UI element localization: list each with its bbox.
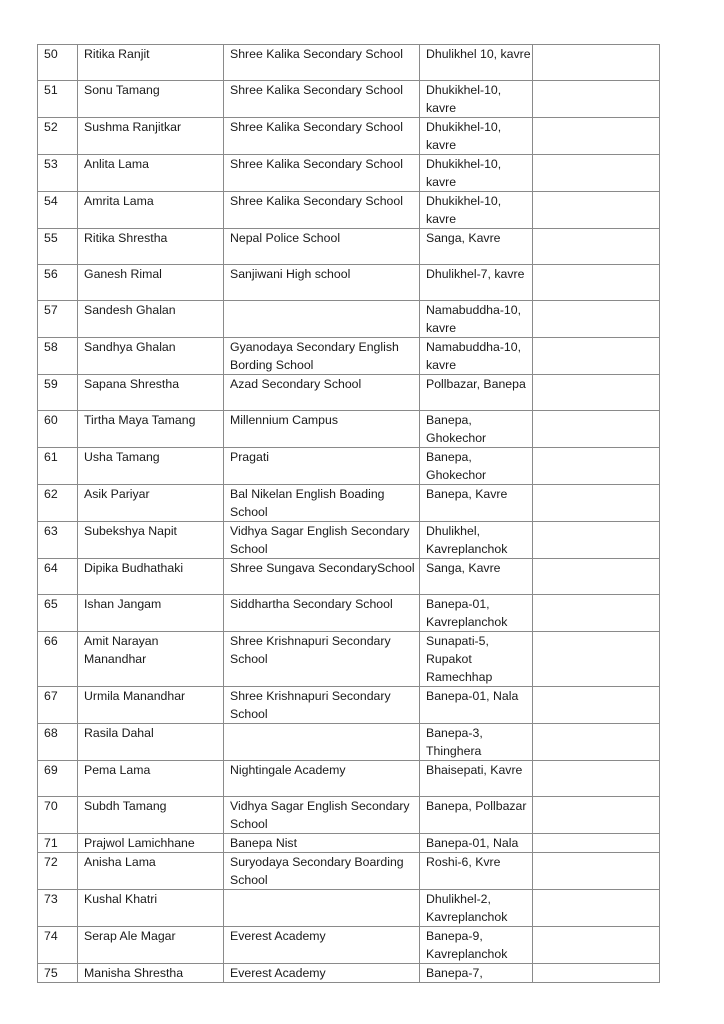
address-cell: Banepa-3, Thinghera [420, 724, 533, 761]
table-row [38, 118, 660, 155]
row-number-cell: 63 [38, 522, 78, 559]
address-cell: Bhaisepati, Kavre [420, 761, 533, 797]
school-cell: Gyanodaya Secondary English Bording School [224, 338, 420, 375]
address-cell: Banepa, Pollbazar [420, 797, 533, 834]
name-cell: Subekshya Napit [78, 522, 224, 559]
name-cell: Asik Pariyar [78, 485, 224, 522]
address-cell: Namabuddha-10, kavre [420, 338, 533, 375]
remarks-cell [533, 265, 660, 301]
address-cell: Dhulikhel, Kavreplanchok [420, 522, 533, 559]
row-number-cell: 51 [38, 81, 78, 118]
address-cell: Banepa-7, [420, 964, 533, 983]
remarks-cell [533, 522, 660, 559]
remarks-cell [533, 761, 660, 797]
row-number-cell: 62 [38, 485, 78, 522]
school-cell: Everest Academy [224, 927, 420, 964]
school-cell: Millennium Campus [224, 411, 420, 448]
row-number-cell: 74 [38, 927, 78, 964]
name-cell: Ganesh Rimal [78, 265, 224, 301]
remarks-cell [533, 301, 660, 338]
address-cell: Dhukikhel-10, kavre [420, 192, 533, 229]
table-row [38, 761, 660, 797]
table-row [38, 45, 660, 81]
school-cell [224, 301, 420, 338]
school-cell: Nightingale Academy [224, 761, 420, 797]
row-number-cell: 66 [38, 632, 78, 687]
name-cell: Pema Lama [78, 761, 224, 797]
remarks-cell [533, 448, 660, 485]
table-row [38, 192, 660, 229]
remarks-cell [533, 118, 660, 155]
address-cell: Sanga, Kavre [420, 229, 533, 265]
row-number-cell: 59 [38, 375, 78, 411]
address-cell: Banepa-01, Nala [420, 834, 533, 853]
school-cell: Shree Kalika Secondary School [224, 192, 420, 229]
name-cell: Kushal Khatri [78, 890, 224, 927]
address-cell: Sunapati-5, Rupakot Ramechhap [420, 632, 533, 687]
table-row [38, 411, 660, 448]
school-cell: Shree Sungava SecondarySchool [224, 559, 420, 595]
table-row [38, 853, 660, 890]
remarks-cell [533, 595, 660, 632]
school-cell: Shree Krishnapuri Secondary School [224, 687, 420, 724]
row-number-cell: 69 [38, 761, 78, 797]
table-row [38, 559, 660, 595]
remarks-cell [533, 890, 660, 927]
address-cell: Banepa, Ghokechor [420, 448, 533, 485]
name-cell: Urmila Manandhar [78, 687, 224, 724]
school-cell: Pragati [224, 448, 420, 485]
remarks-cell [533, 724, 660, 761]
name-cell: Dipika Budhathaki [78, 559, 224, 595]
address-cell: Sanga, Kavre [420, 559, 533, 595]
address-cell: Dhulikhel 10, kavre [420, 45, 533, 81]
table-row [38, 964, 660, 983]
remarks-cell [533, 559, 660, 595]
remarks-cell [533, 45, 660, 81]
address-cell: Banepa-01, Nala [420, 687, 533, 724]
row-number-cell: 67 [38, 687, 78, 724]
remarks-cell [533, 229, 660, 265]
name-cell: Manisha Shrestha [78, 964, 224, 983]
address-cell: Banepa-01, Kavreplanchok [420, 595, 533, 632]
name-cell: Serap Ale Magar [78, 927, 224, 964]
address-cell: Banepa, Ghokechor [420, 411, 533, 448]
school-cell: Azad Secondary School [224, 375, 420, 411]
name-cell: Ritika Shrestha [78, 229, 224, 265]
table-row [38, 448, 660, 485]
name-cell: Tirtha Maya Tamang [78, 411, 224, 448]
school-cell [224, 724, 420, 761]
address-cell: Dhulikhel-2, Kavreplanchok [420, 890, 533, 927]
remarks-cell [533, 797, 660, 834]
table-row [38, 81, 660, 118]
table-row [38, 595, 660, 632]
school-cell: Nepal Police School [224, 229, 420, 265]
table-body [38, 45, 660, 983]
remarks-cell [533, 853, 660, 890]
row-number-cell: 52 [38, 118, 78, 155]
address-cell: Dhukikhel-10, kavre [420, 118, 533, 155]
remarks-cell [533, 485, 660, 522]
row-number-cell: 72 [38, 853, 78, 890]
address-cell: Dhukikhel-10, kavre [420, 81, 533, 118]
school-cell: Vidhya Sagar English Secondary School [224, 522, 420, 559]
school-cell: Shree Krishnapuri Secondary School [224, 632, 420, 687]
school-cell: Suryodaya Secondary Boarding School [224, 853, 420, 890]
row-number-cell: 65 [38, 595, 78, 632]
address-cell: Roshi-6, Kvre [420, 853, 533, 890]
table-row [38, 155, 660, 192]
name-cell: Amrita Lama [78, 192, 224, 229]
row-number-cell: 56 [38, 265, 78, 301]
remarks-cell [533, 375, 660, 411]
row-number-cell: 68 [38, 724, 78, 761]
school-cell: Siddhartha Secondary School [224, 595, 420, 632]
name-cell: Sonu Tamang [78, 81, 224, 118]
student-table [37, 44, 660, 983]
address-cell: Dhukikhel-10, kavre [420, 155, 533, 192]
address-cell: Banepa-9, Kavreplanchok [420, 927, 533, 964]
table-row [38, 265, 660, 301]
school-cell: Sanjiwani High school [224, 265, 420, 301]
row-number-cell: 50 [38, 45, 78, 81]
remarks-cell [533, 687, 660, 724]
school-cell: Shree Kalika Secondary School [224, 118, 420, 155]
table-row [38, 834, 660, 853]
school-cell: Banepa Nist [224, 834, 420, 853]
row-number-cell: 53 [38, 155, 78, 192]
school-cell [224, 890, 420, 927]
row-number-cell: 61 [38, 448, 78, 485]
name-cell: Usha Tamang [78, 448, 224, 485]
remarks-cell [533, 632, 660, 687]
row-number-cell: 57 [38, 301, 78, 338]
table-row [38, 927, 660, 964]
school-cell: Shree Kalika Secondary School [224, 155, 420, 192]
table-row [38, 301, 660, 338]
row-number-cell: 54 [38, 192, 78, 229]
remarks-cell [533, 927, 660, 964]
table-row [38, 229, 660, 265]
table-row [38, 797, 660, 834]
table-row [38, 890, 660, 927]
school-cell: Bal Nikelan English Boading School [224, 485, 420, 522]
row-number-cell: 58 [38, 338, 78, 375]
name-cell: Sushma Ranjitkar [78, 118, 224, 155]
name-cell: Ritika Ranjit [78, 45, 224, 81]
table-row [38, 687, 660, 724]
name-cell: Rasila Dahal [78, 724, 224, 761]
name-cell: Ishan Jangam [78, 595, 224, 632]
table-row [38, 522, 660, 559]
remarks-cell [533, 338, 660, 375]
address-cell: Namabuddha-10, kavre [420, 301, 533, 338]
row-number-cell: 70 [38, 797, 78, 834]
school-cell: Vidhya Sagar English Secondary School [224, 797, 420, 834]
name-cell: Sandhya Ghalan [78, 338, 224, 375]
school-cell: Everest Academy [224, 964, 420, 983]
remarks-cell [533, 834, 660, 853]
table-row [38, 375, 660, 411]
table-row [38, 724, 660, 761]
table-row [38, 485, 660, 522]
row-number-cell: 60 [38, 411, 78, 448]
row-number-cell: 73 [38, 890, 78, 927]
address-cell: Dhulikhel-7, kavre [420, 265, 533, 301]
name-cell: Sapana Shrestha [78, 375, 224, 411]
remarks-cell [533, 81, 660, 118]
name-cell: Anlita Lama [78, 155, 224, 192]
row-number-cell: 55 [38, 229, 78, 265]
address-cell: Pollbazar, Banepa [420, 375, 533, 411]
name-cell: Sandesh Ghalan [78, 301, 224, 338]
row-number-cell: 71 [38, 834, 78, 853]
name-cell: Prajwol Lamichhane [78, 834, 224, 853]
row-number-cell: 75 [38, 964, 78, 983]
remarks-cell [533, 964, 660, 983]
row-number-cell: 64 [38, 559, 78, 595]
remarks-cell [533, 192, 660, 229]
remarks-cell [533, 155, 660, 192]
address-cell: Banepa, Kavre [420, 485, 533, 522]
name-cell: Anisha Lama [78, 853, 224, 890]
name-cell: Amit Narayan Manandhar [78, 632, 224, 687]
name-cell: Subdh Tamang [78, 797, 224, 834]
table-row [38, 338, 660, 375]
school-cell: Shree Kalika Secondary School [224, 81, 420, 118]
remarks-cell [533, 411, 660, 448]
table-row [38, 632, 660, 687]
school-cell: Shree Kalika Secondary School [224, 45, 420, 81]
